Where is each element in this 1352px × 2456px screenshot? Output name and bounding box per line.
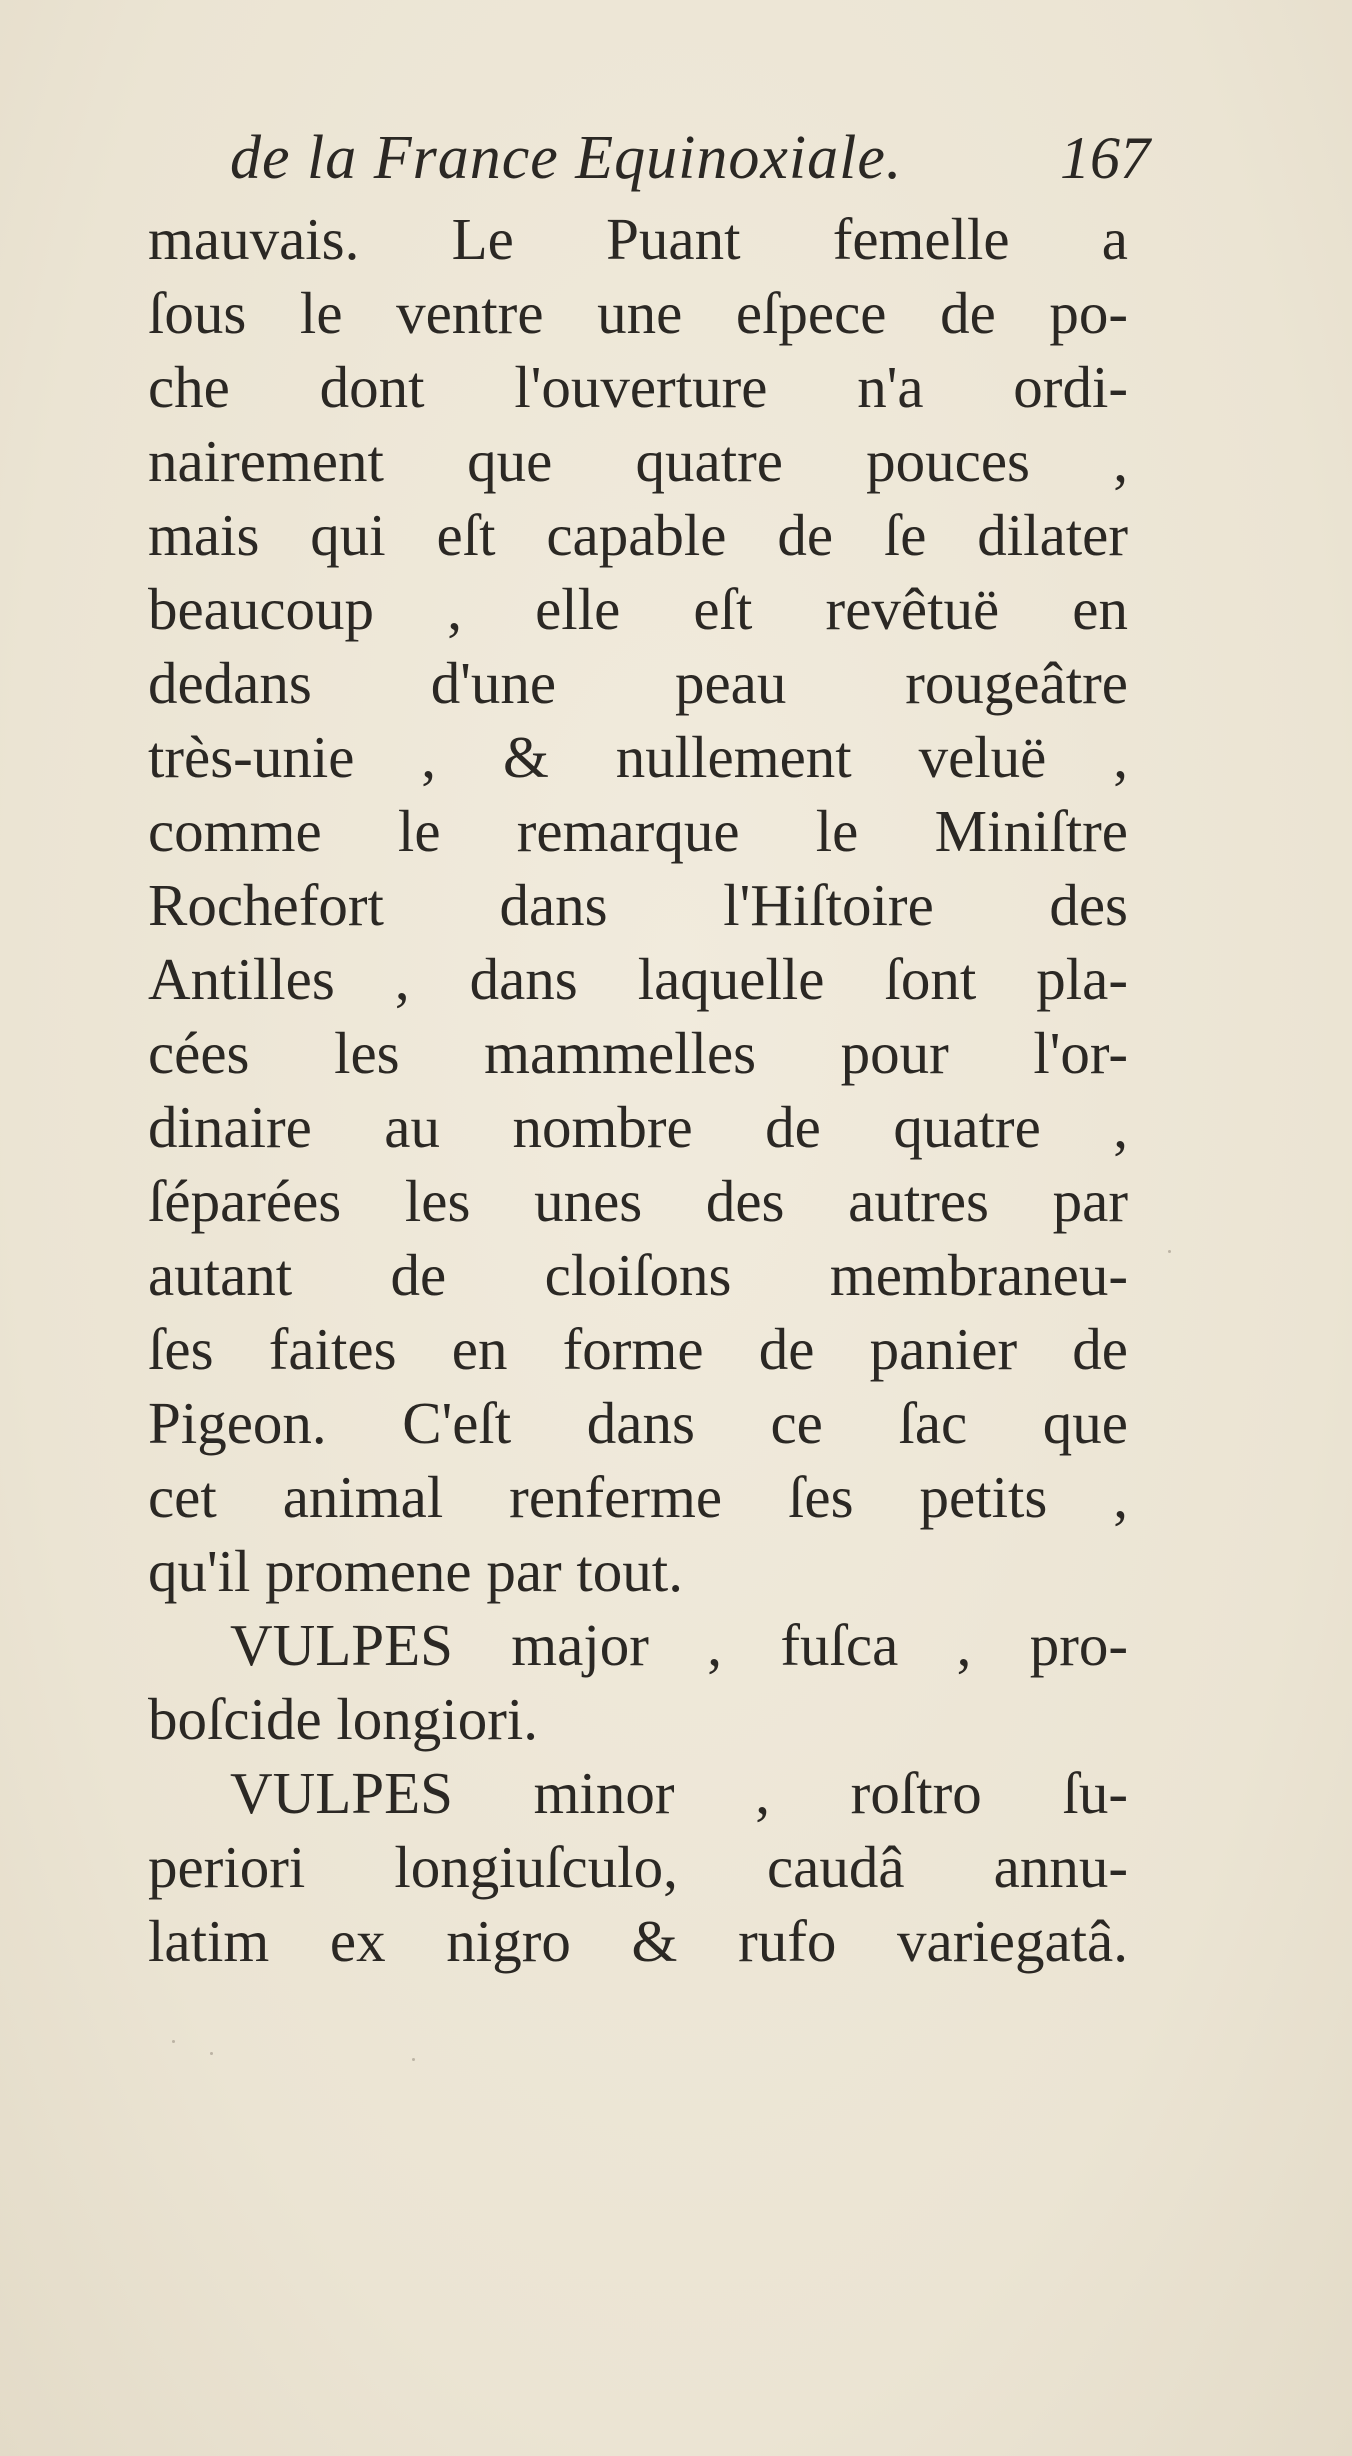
- text-line: VULPES minor , roſtro ſu-: [230, 1760, 1128, 1826]
- text-line: mauvais. Le Puant femelle a: [148, 206, 1128, 272]
- text-line: nairement que quatre pouces ,: [148, 428, 1128, 494]
- body-text: [148, 202, 1128, 1978]
- text-line: très-unie , & nullement veluë ,: [148, 724, 1128, 790]
- text-line: cées les mammelles pour l'or-: [148, 1020, 1128, 1086]
- text-line: dinaire au nombre de quatre ,: [148, 1094, 1128, 1160]
- text-line: mais qui eſt capable de ſe dilater: [148, 502, 1128, 568]
- text-line: qu'il promene par tout.: [148, 1538, 683, 1604]
- paper-speck: [412, 2058, 415, 2061]
- paper-speck: [1168, 1250, 1171, 1253]
- text-line: ſous le ventre une eſpece de po-: [148, 280, 1128, 346]
- paper-speck: [172, 2040, 175, 2043]
- text-line: cet animal renferme ſes petits ,: [148, 1464, 1128, 1530]
- page-number: 167: [1060, 125, 1150, 191]
- text-line: ſes faites en forme de panier de: [148, 1316, 1128, 1382]
- text-line: periori longiuſculo, caudâ annu-: [148, 1834, 1128, 1900]
- text-line: boſcide longiori.: [148, 1686, 538, 1752]
- text-line: Rochefort dans l'Hiſtoire des: [148, 872, 1128, 938]
- running-head: [230, 118, 1150, 198]
- text-line: beaucoup , elle eſt revêtuë en: [148, 576, 1128, 642]
- text-line: Antilles , dans laquelle ſont pla-: [148, 946, 1128, 1012]
- text-line: comme le remarque le Miniſtre: [148, 798, 1128, 864]
- text-line: autant de cloiſons membraneu-: [148, 1242, 1128, 1308]
- text-line: che dont l'ouverture n'a ordi-: [148, 354, 1128, 420]
- text-line: ſéparées les unes des autres par: [148, 1168, 1128, 1234]
- paper-speck: [210, 2052, 213, 2055]
- text-line: dedans d'une peau rougeâtre: [148, 650, 1128, 716]
- text-line: VULPES major , fuſca , pro-: [230, 1612, 1128, 1678]
- running-title: de la France Equinoxiale.: [230, 124, 903, 192]
- text-line: Pigeon. C'eſt dans ce ſac que: [148, 1390, 1128, 1456]
- text-line: latim ex nigro & rufo variegatâ.: [148, 1908, 1128, 1974]
